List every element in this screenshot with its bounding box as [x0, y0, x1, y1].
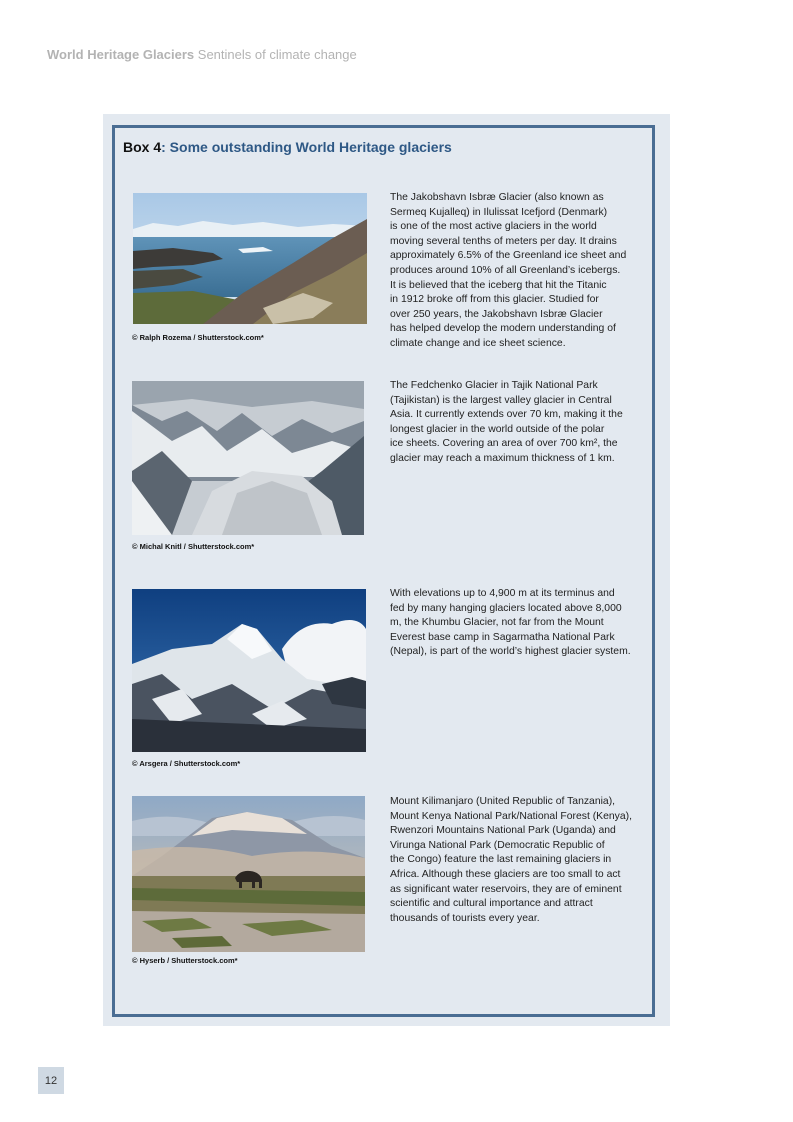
entry-description [390, 191, 640, 352]
text-line: The Fedchenko Glacier in Tajik National Park [390, 380, 598, 391]
photo-credit: © Michal Knitl / Shutterstock.com* [132, 542, 255, 551]
box-label: Box 4 [123, 139, 162, 155]
text-line: Rwenzori Mountains National Park (Uganda) and [390, 825, 616, 837]
text-line: Virunga National Park (Democratic Republic of [390, 839, 605, 851]
photo-credit: © Arsgera / Shutterstock.com* [132, 759, 241, 768]
text-line: is one of the most active glaciers in the world [390, 221, 597, 233]
running-header [47, 47, 357, 62]
text-line: in 1912 broke off from this glacier. Studied for [390, 294, 599, 306]
text-line: Mount Kenya National Park/National Forest (Kenya), [390, 810, 632, 822]
box-topic: : Some outstanding World Heritage glaciers [161, 139, 452, 155]
text-line: approximately 6.5% of the Greenland ice sheet and [390, 250, 627, 262]
text-line: has helped develop the modern understanding of [390, 323, 616, 335]
text-line: climate change and ice sheet science. [390, 337, 566, 349]
page-number: 12 [38, 1067, 64, 1094]
text-line: The Jakobshavn Isbræ Glacier (also known as [390, 192, 604, 203]
text-line: glacier may reach a maximum thickness of 1 km. [390, 452, 615, 464]
entry-description [390, 379, 640, 467]
text-line: (Nepal), is part of the world’s highest glacier system. [390, 646, 631, 658]
text-line: (Tajikistan) is the largest valley glacier in Central [390, 394, 612, 406]
text-line: Everest base camp in Sagarmatha National Park [390, 631, 615, 643]
entry-description [390, 587, 640, 660]
text-line: Sermeq Kujalleq) in Ilulissat Icefjord (Denmark) [390, 206, 608, 218]
text-line: produces around 10% of all Greenland’s icebergs. [390, 264, 621, 276]
text-line: Africa. Although these glaciers are too small to act [390, 868, 621, 880]
text-line: fed by many hanging glaciers located above 8,000 [390, 602, 622, 614]
text-line: Asia. It currently extends over 70 km, making it the [390, 409, 623, 421]
fedchenko-glacier-photo [132, 381, 364, 535]
text-line: scientific and cultural importance and attract [390, 898, 593, 910]
text-line: m, the Khumbu Glacier, not far from the Mount [390, 617, 604, 629]
text-line: longest glacier in the world outside of the polar [390, 423, 605, 435]
text-line: as significant water reservoirs, they are of eminent [390, 883, 622, 895]
photo-credit: © Ralph Rozema / Shutterstock.com* [132, 333, 264, 342]
text-line: ice sheets. Covering an area of over 700 km², the [390, 438, 618, 450]
header-subtitle: Sentinels of climate change [194, 47, 357, 62]
box-title [123, 139, 452, 155]
text-line: With elevations up to 4,900 m at its terminus and [390, 588, 615, 599]
text-line: Mount Kilimanjaro (United Republic of Tanzania), [390, 796, 616, 807]
text-line: over 250 years, the Jakobshavn Isbræ Glacier [390, 308, 603, 320]
jakobshavn-icefjord-photo [133, 193, 367, 324]
entry-description [390, 795, 640, 926]
text-line: the Congo) feature the last remaining glaciers in [390, 854, 612, 866]
kilimanjaro-elephant-photo [132, 796, 365, 952]
everest-khumbu-photo [132, 589, 366, 752]
text-line: moving several tenths of meters per day. It drains [390, 235, 617, 247]
text-line: It is believed that the iceberg that hit the Titanic [390, 279, 607, 291]
photo-credit: © Hyserb / Shutterstock.com* [132, 956, 238, 965]
header-title: World Heritage Glaciers [47, 47, 195, 62]
text-line: thousands of tourists every year. [390, 912, 540, 924]
